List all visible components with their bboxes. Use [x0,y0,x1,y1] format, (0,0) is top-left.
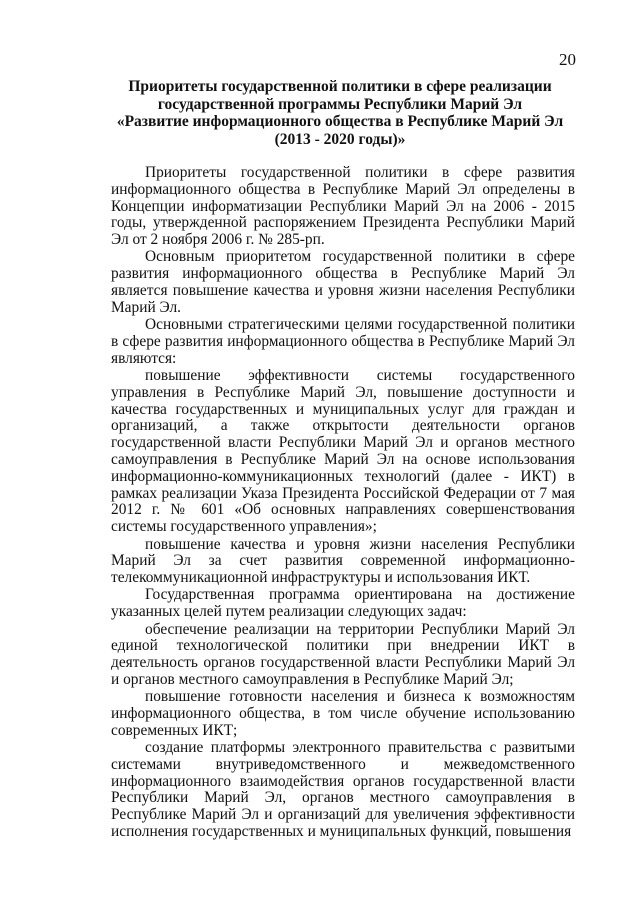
paragraph-goal-governance: повышение эффективности системы государственного управления в Республике Марий Эл, повышение доступности и качества государственных и муниципальных услуг для граждан и организаций, а также открытости деятельности органов государственной власти Республики Марий Эл и органов местного самоуправления в Республике Марий Эл на основе использования информационно-коммуникационных технологий (далее - ИКТ) в рамках реализации Указа Президента Российской Федерации от 7 мая 2012 г. № 601 «Об основных направлениях совершенствования системы государственного управления»; [111,367,575,536]
document-title [110,78,570,148]
document-body [111,165,575,841]
paragraph-task-readiness: повышение готовности населения и бизнеса к возможностям информационного общества, в том числе обучение использованию современных ИКТ; [111,688,575,739]
title-line: «Развитие информационного общества в Республике Марий Эл [116,113,564,130]
paragraph-program-tasks-intro: Государственная программа ориентирована на достижение указанных целей путем реализации следующих задач: [111,586,575,621]
page-number: 20 [559,50,576,69]
title-line: Приоритеты государственной политики в сфере реализации [128,78,552,95]
paragraph-task-technology-policy: обеспечение реализации на территории Республики Марий Эл единой технологической политики при внедрении ИКТ в деятельность органов государственной власти Республики Марий Эл и органов местного самоуправления в Республике Марий Эл; [111,620,575,688]
paragraph-priorities-defined: Приоритеты государственной политики в сфере развития информационного общества в Республике Марий Эл определены в Концепции информатизации Республики Марий Эл на 2006 - 2015 годы, утвержденной распоряжением Президента Республики Марий Эл от 2 ноября 2006 г. № 285-рп. [111,164,575,249]
paragraph-main-priority: Основным приоритетом государственной политики в сфере развития информационного общества в Республике Марий Эл является повышение качества и уровня жизни населения Республики Марий Эл. [111,248,575,316]
paragraph-goal-quality-of-life: повышение качества и уровня жизни населения Республики Марий Эл за счет развития современной информационно-телекоммуникационной инфраструктуры и использования ИКТ. [111,535,575,587]
title-line: государственной программы Республики Марий Эл [157,95,523,113]
paragraph-strategic-goals: Основными стратегическими целями государственной политики в сфере развития информационного общества в Республике Марий Эл являются: [111,316,575,367]
paragraph-task-e-government: создание платформы электронного правительства с развитыми системами внутриведомственного и межведомственного информационного взаимодействия органов государственной власти Республики Марий Эл, органов местного самоуправления в Республике Марий Эл и организаций для увеличения эффективности исполнения государственных и муниципальных функций, повышения [111,739,575,841]
title-line: (2013 - 2020 годы)» [274,130,406,148]
